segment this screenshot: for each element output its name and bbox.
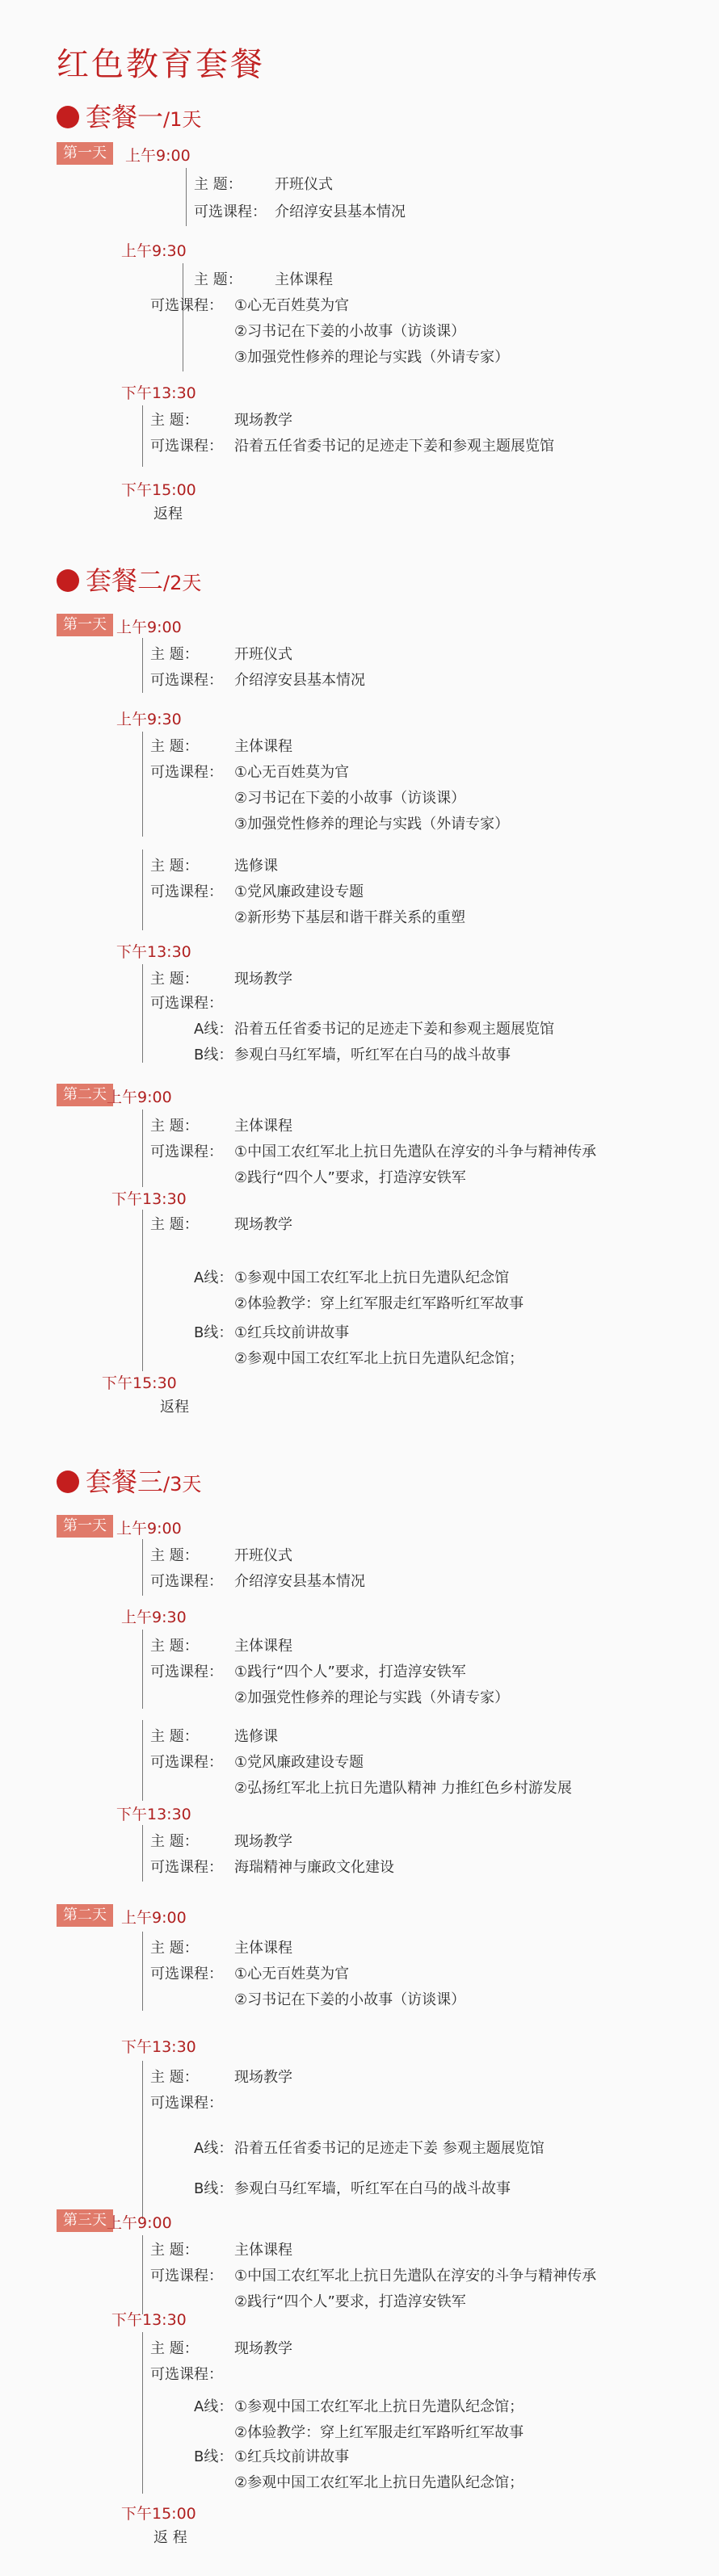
- course-item: ①中国工农红军北上抗日先遣队在淳安的斗争与精神传承: [234, 2268, 597, 2284]
- package-name: 套餐三: [86, 1466, 164, 1497]
- theme-label: 主 题：: [150, 2340, 199, 2357]
- session-time: 上午9:00: [125, 147, 191, 165]
- day-badge: 第一天: [57, 614, 113, 636]
- session-time: 下午13:30: [121, 384, 196, 402]
- line-b-value: 参观白马红军墙，听红军在白马的战斗故事: [234, 1047, 511, 1064]
- theme-value: 开班仪式: [234, 1547, 292, 1564]
- end-label: 返 程: [153, 2529, 187, 2546]
- course-item: ②践行“四个人”要求，打造淳安铁军: [234, 1169, 466, 1186]
- courses-label: 可选课程：: [150, 672, 223, 689]
- line-b-label: B线：: [194, 2448, 233, 2465]
- line-a-label: A线：: [194, 1021, 233, 1038]
- theme-value: 主体课程: [234, 1638, 292, 1655]
- line-a-value: ①参观中国工农红军北上抗日先遣队纪念馆: [234, 1269, 510, 1286]
- package-heading: [57, 97, 201, 134]
- divider-line: [142, 1539, 143, 1596]
- line-b-value: ②参观中国工农红军北上抗日先遣队纪念馆；: [234, 1350, 524, 1367]
- theme-value: 选修课: [234, 858, 278, 875]
- end-label: 返程: [160, 1399, 189, 1416]
- course-item: ③加强党性修养的理论与实践（外请专家）: [234, 816, 510, 833]
- end-label: 返程: [153, 506, 183, 522]
- theme-label: 主 题：: [150, 412, 199, 429]
- session-time: 下午15:30: [102, 1374, 177, 1392]
- course-item: ②践行“四个人”要求，打造淳安铁军: [234, 2293, 466, 2310]
- package-heading: [57, 1462, 201, 1499]
- course-item: 海瑞精神与廉政文化建设: [234, 1859, 394, 1876]
- session-time: 上午9:00: [121, 1909, 187, 1927]
- bullet-dot-icon: [57, 106, 79, 128]
- line-b-label: B线：: [194, 2180, 233, 2197]
- courses-label: 可选课程：: [150, 995, 223, 1012]
- session-time: 下午13:30: [116, 1806, 191, 1823]
- line-a-value: ①参观中国工农红军北上抗日先遣队纪念馆；: [234, 2398, 524, 2415]
- line-a-value: 沿着五任省委书记的足迹走下姜和参观主题展览馆: [234, 1021, 554, 1038]
- session-time: 上午9:00: [116, 619, 182, 636]
- course-item: ②新形势下基层和谐干群关系的重塑: [234, 909, 466, 926]
- divider-line: [142, 405, 143, 467]
- theme-label: 主 题：: [150, 1728, 199, 1745]
- theme-value: 选修课: [234, 1728, 278, 1745]
- session-time: 上午9:00: [116, 1520, 182, 1538]
- divider-line: [142, 2332, 143, 2494]
- theme-label: 主 题：: [194, 271, 242, 288]
- day-badge: 第三天: [57, 2209, 113, 2232]
- session-time: 下午13:30: [111, 1190, 187, 1208]
- course-item: 沿着五任省委书记的足迹走下姜和参观主题展览馆: [234, 438, 554, 455]
- page-title: 红色教育套餐: [57, 46, 265, 83]
- theme-value: 现场教学: [234, 2340, 292, 2357]
- package-heading: [57, 560, 201, 598]
- line-b-label: B线：: [194, 1047, 233, 1064]
- theme-value: 现场教学: [234, 2069, 292, 2086]
- courses-label: 可选课程：: [150, 1143, 223, 1160]
- theme-label: 主 题：: [194, 176, 242, 193]
- session-time: 上午9:00: [107, 1089, 172, 1106]
- session-time: 上午9:00: [107, 2214, 172, 2232]
- theme-value: 主体课程: [275, 271, 333, 288]
- bullet-dot-icon: [57, 1471, 79, 1493]
- theme-label: 主 题：: [150, 1833, 199, 1850]
- course-item: ①心无百姓莫为官: [234, 1966, 350, 1982]
- courses-label: 可选课程：: [150, 297, 223, 314]
- course-item: ①心无百姓莫为官: [234, 297, 350, 314]
- line-b-value: ①红兵坟前讲故事: [234, 1324, 350, 1341]
- line-a-value: 沿着五任省委书记的足迹走下姜 参观主题展览馆: [234, 2140, 545, 2157]
- theme-value: 主体课程: [234, 1940, 292, 1957]
- theme-value: 主体课程: [234, 738, 292, 755]
- theme-value: 主体课程: [234, 2242, 292, 2259]
- course-item: ①中国工农红军北上抗日先遣队在淳安的斗争与精神传承: [234, 1143, 597, 1160]
- courses-label: 可选课程：: [150, 1859, 223, 1876]
- line-b-value: ②参观中国工农红军北上抗日先遣队纪念馆；: [234, 2474, 524, 2491]
- courses-label: 可选课程：: [150, 883, 223, 900]
- courses-label: 可选课程：: [150, 1754, 223, 1771]
- package-duration: /3天: [163, 1473, 202, 1496]
- theme-value: 现场教学: [234, 1216, 292, 1233]
- divider-line: [142, 1825, 143, 1882]
- session-time: 上午9:30: [116, 711, 182, 728]
- theme-label: 主 题：: [150, 1216, 199, 1233]
- theme-label: 主 题：: [150, 1547, 199, 1564]
- course-item: ①党风廉政建设专题: [234, 883, 364, 900]
- divider-line: [142, 2061, 143, 2219]
- theme-label: 主 题：: [150, 2242, 199, 2259]
- courses-label: 可选课程：: [150, 2268, 223, 2284]
- line-a-value: ②体验教学：穿上红军服走红军路听红军故事: [234, 2424, 524, 2441]
- divider-line: [186, 168, 187, 226]
- line-b-value: 参观白马红军墙，听红军在白马的战斗故事: [234, 2180, 511, 2197]
- bullet-dot-icon: [57, 569, 79, 592]
- package-name: 套餐一: [86, 102, 164, 132]
- package-name: 套餐二: [86, 565, 164, 596]
- courses-label: 可选课程：: [150, 2366, 223, 2383]
- course-item: 介绍淳安县基本情况: [234, 1573, 365, 1590]
- package-duration: /1天: [163, 108, 202, 131]
- line-b-value: ①红兵坟前讲故事: [234, 2448, 350, 2465]
- day-badge: 第二天: [57, 1904, 113, 1927]
- theme-label: 主 题：: [150, 1118, 199, 1135]
- theme-label: 主 题：: [150, 646, 199, 663]
- theme-label: 主 题：: [150, 738, 199, 755]
- session-time: 下午13:30: [111, 2311, 187, 2329]
- course-item: ②习书记在下姜的小故事（访谈课）: [234, 323, 466, 340]
- divider-line: [142, 850, 143, 930]
- session-time: 下午13:30: [121, 2038, 196, 2056]
- line-a-label: A线：: [194, 2398, 233, 2415]
- theme-label: 主 题：: [150, 2069, 199, 2086]
- course-item: ②加强党性修养的理论与实践（外请专家）: [234, 1689, 510, 1706]
- session-time: 下午15:00: [121, 481, 196, 499]
- divider-line: [142, 732, 143, 837]
- course-item: ②习书记在下姜的小故事（访谈课）: [234, 790, 466, 807]
- day-badge: 第一天: [57, 1515, 113, 1538]
- courses-label: 可选课程：: [150, 764, 223, 781]
- line-a-value: ②体验教学：穿上红军服走红军路听红军故事: [234, 1295, 524, 1312]
- courses-label: 可选课程：: [150, 438, 223, 455]
- course-item: ①心无百姓莫为官: [234, 764, 350, 781]
- divider-line: [142, 1720, 143, 1801]
- session-time: 下午13:30: [116, 943, 191, 961]
- session-time: 上午9:30: [121, 242, 187, 260]
- theme-label: 主 题：: [150, 1940, 199, 1957]
- course-item: ②弘扬红军北上抗日先遣队精神 力推红色乡村游发展: [234, 1780, 572, 1797]
- line-a-label: A线：: [194, 1269, 233, 1286]
- theme-value: 现场教学: [234, 412, 292, 429]
- theme-value: 开班仪式: [234, 646, 292, 663]
- theme-value: 现场教学: [234, 1833, 292, 1850]
- theme-label: 主 题：: [150, 971, 199, 988]
- theme-label: 主 题：: [150, 858, 199, 875]
- course-item: ③加强党性修养的理论与实践（外请专家）: [234, 349, 510, 366]
- courses-label: 可选课程：: [194, 203, 267, 220]
- divider-line: [142, 1110, 143, 1187]
- divider-line: [142, 1932, 143, 2011]
- courses-label: 可选课程：: [150, 2095, 223, 2112]
- theme-value: 主体课程: [234, 1118, 292, 1135]
- courses-label: 可选课程：: [150, 1966, 223, 1982]
- divider-line: [142, 1630, 143, 1709]
- courses-label: 可选课程：: [150, 1573, 223, 1590]
- session-time: 下午15:00: [121, 2505, 196, 2523]
- line-a-label: A线：: [194, 2140, 233, 2157]
- course-item: ①践行“四个人”要求，打造淳安铁军: [234, 1663, 466, 1680]
- divider-line: [142, 2235, 143, 2314]
- day-badge: 第一天: [57, 142, 113, 165]
- divider-line: [142, 964, 143, 1063]
- divider-line: [142, 1210, 143, 1371]
- theme-label: 主 题：: [150, 1638, 199, 1655]
- day-badge: 第二天: [57, 1084, 113, 1106]
- theme-value: 开班仪式: [275, 176, 333, 193]
- divider-line: [142, 638, 143, 693]
- course-item: 介绍淳安县基本情况: [234, 672, 365, 689]
- package-duration: /2天: [163, 572, 202, 594]
- course-item: ②习书记在下姜的小故事（访谈课）: [234, 1991, 466, 2008]
- session-time: 上午9:30: [121, 1609, 187, 1626]
- course-item: ①党风廉政建设专题: [234, 1754, 364, 1771]
- line-b-label: B线：: [194, 1324, 233, 1341]
- course-item: 介绍淳安县基本情况: [275, 203, 406, 220]
- theme-value: 现场教学: [234, 971, 292, 988]
- courses-label: 可选课程：: [150, 1663, 223, 1680]
